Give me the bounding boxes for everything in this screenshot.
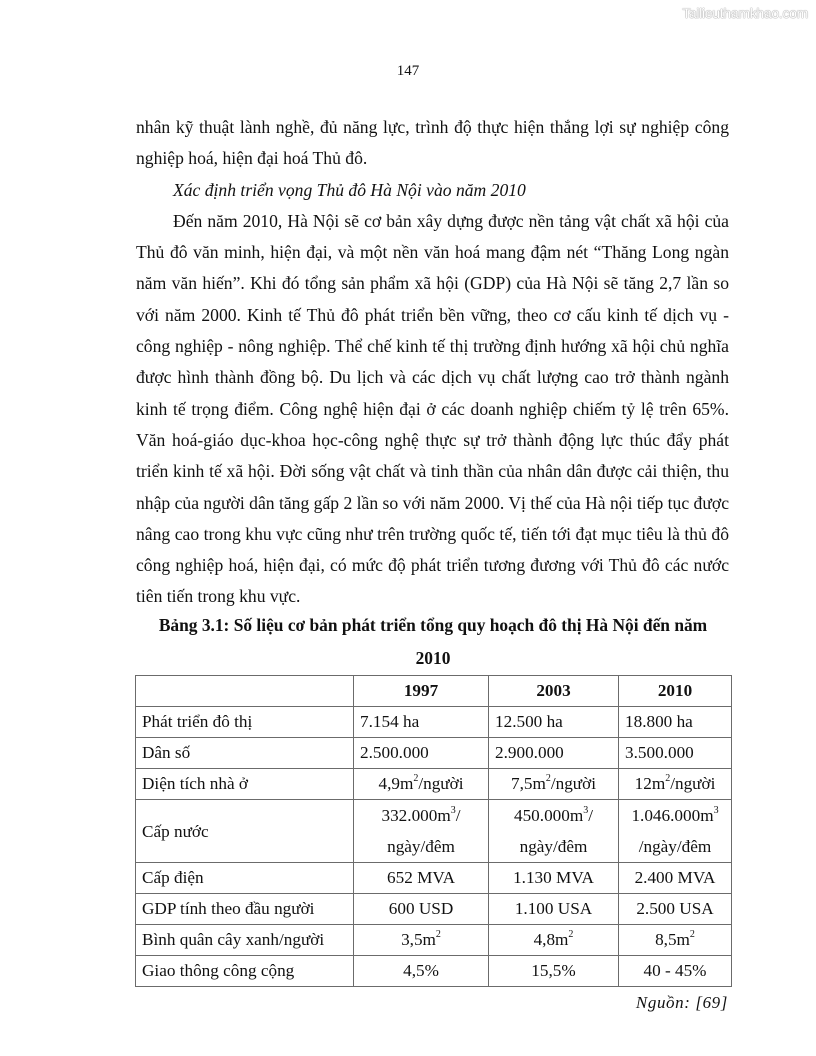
table-row <box>136 769 732 800</box>
cell-value: 7.154 ha <box>354 707 489 738</box>
cell-value: 652 MVA <box>354 863 489 894</box>
table-row <box>136 863 732 894</box>
header-cell-empty <box>136 676 354 707</box>
table-row <box>136 707 732 738</box>
cell-value: 600 USD <box>354 894 489 925</box>
table-caption-line1: Bảng 3.1: Số liệu cơ bản phát triển tổng quy hoạch đô thị Hà Nội đến năm <box>158 615 708 635</box>
cell-value: 15,5% <box>489 956 619 987</box>
table-row <box>136 925 732 956</box>
table-source: Nguồn: [69] <box>635 993 728 1012</box>
row-label: Phát triển đô thị <box>136 707 354 738</box>
cell-value: 1.130 MVA <box>489 863 619 894</box>
row-label: Giao thông công cộng <box>136 956 354 987</box>
cell-value: 2.900.000 <box>489 738 619 769</box>
table-caption <box>130 609 736 675</box>
cell-value: 18.800 ha <box>619 707 732 738</box>
header-cell-2003: 2003 <box>489 676 619 707</box>
table-header-row <box>136 676 732 707</box>
paragraph-main: Đến năm 2010, Hà Nội sẽ cơ bản xây dựng được nền tảng vật chất xã hội của Thủ đô văn minh, hiện đại, và một nền văn hoá mang đậm nét “Thăng Long ngàn năm văn hiến”. Khi đó tổng sản phẩm xã hội (GDP) của Hà Nội sẽ tăng 2,7 lần so với năm 2000. Kinh tế Thủ đô phát triển bền vững, theo cơ cấu kinh tế dịch vụ - công nghiệp - nông nghiệp. Thể chế kinh tế thị trường định hướng xã hội chủ nghĩa được hình thành đồng bộ. Du lịch và các dịch vụ chất lượng cao trở thành ngành kinh tế trọng điểm. Công nghệ hiện đại ở các doanh nghiệp chiếm tỷ lệ trên 65%. Văn hoá-giáo dục-khoa học-công nghệ thực sự trở thành động lực thúc đẩy phát triển kinh tế xã hội. Đời sống vật chất và tinh thần của nhân dân được cải thiện, thu nhập của người dân tăng gấp 2 lần so với năm 2000. Vị thế của Hà nội tiếp tục được nâng cao trong khu vực cũng như trên trường quốc tế, tiến tới đạt mục tiêu là thủ đô công nghiệp hoá, hiện đại, có mức độ phát triển tương đương với Thủ đô các nước tiên tiến trong khu vực. <box>136 210 729 607</box>
table-row <box>136 894 732 925</box>
header-cell-1997: 1997 <box>354 676 489 707</box>
table-row <box>136 956 732 987</box>
cell-value: 12.500 ha <box>489 707 619 738</box>
section-heading: Xác định triển vọng Thủ đô Hà Nội vào năm 2010 <box>173 179 526 200</box>
cell-value: 1.100 USA <box>489 894 619 925</box>
cell-value: $12m^2$/người <box>619 769 732 800</box>
data-table <box>135 675 732 987</box>
table-row <box>136 738 732 769</box>
cell-value: 2.400 MVA <box>619 863 732 894</box>
row-label: Cấp nước <box>136 800 354 863</box>
cell-value: 2.500.000 <box>354 738 489 769</box>
cell-value: $450.000m^3/$ ngày/đêm <box>489 800 619 863</box>
cell-value: $4,9m^2$/người <box>354 769 489 800</box>
cell-value: 4,5% <box>354 956 489 987</box>
watermark: Tailieuthamkhao.com <box>682 5 808 21</box>
table-caption-line2: 2010 <box>415 648 451 668</box>
header-cell-2010: 2010 <box>619 676 732 707</box>
page-number: 147 <box>396 63 420 79</box>
paragraph-continuation: nhân kỹ thuật lành nghề, đủ năng lực, trình độ thực hiện thắng lợi sự nghiệp công nghiệp hoá, hiện đại hoá Thủ đô. <box>136 117 729 169</box>
cell-value: 3.500.000 <box>619 738 732 769</box>
row-label: GDP tính theo đầu người <box>136 894 354 925</box>
cell-value: $3,5m^2$ <box>354 925 489 956</box>
cell-value: $4,8m^2$ <box>489 925 619 956</box>
row-label: Cấp điện <box>136 863 354 894</box>
cell-value: $7,5m^2$/người <box>489 769 619 800</box>
table-row <box>136 800 732 863</box>
row-label: Dân số <box>136 738 354 769</box>
body-text <box>136 112 729 613</box>
cell-value: 2.500 USA <box>619 894 732 925</box>
cell-value: $332.000m^3/$ ngày/đêm <box>354 800 489 863</box>
row-label: Diện tích nhà ở <box>136 769 354 800</box>
cell-value: 40 - 45% <box>619 956 732 987</box>
cell-value: $8,5m^2$ <box>619 925 732 956</box>
row-label: Bình quân cây xanh/người <box>136 925 354 956</box>
cell-value: $1.046.000m^3$ /ngày/đêm <box>619 800 732 863</box>
